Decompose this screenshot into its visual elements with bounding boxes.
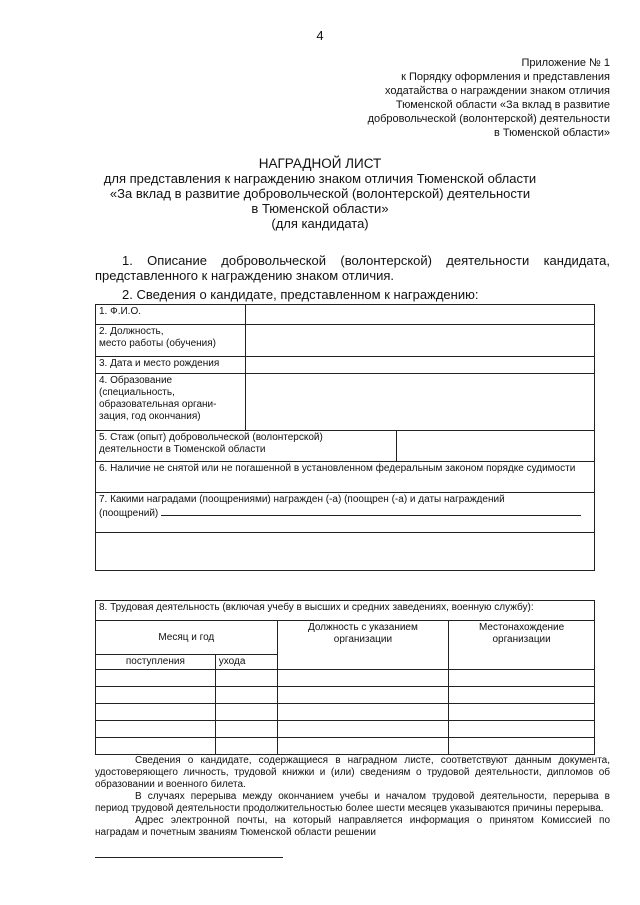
awards-underline [161,506,581,516]
col-position-line: Должность с указанием [307,622,418,633]
cell[interactable] [449,738,595,755]
cell[interactable] [277,721,449,738]
cell[interactable] [449,670,595,687]
col-location-line: организации [492,634,551,645]
awards-row[interactable] [96,493,595,533]
cell[interactable] [96,721,216,738]
col-start: поступления [96,655,216,670]
col-position-line: организации [333,634,393,645]
education-field[interactable] [245,374,594,431]
col-month-year: Месяц и год [96,621,278,655]
education-label [96,374,246,431]
col-location-line: Местонахождение [478,622,565,633]
appendix-line: добровольческой (волонтерской) деятельности [367,113,610,125]
appendix-line: к Порядку оформления и представления [401,71,610,83]
experience-label [96,431,397,462]
cell[interactable] [277,670,449,687]
title-line: в Тюменской области» [251,201,389,216]
table-row [96,721,595,738]
position-label-line: 2. Должность, [99,326,164,337]
cell[interactable] [96,687,216,704]
note-paragraph: Сведения о кандидате, содержащиеся в наградном листе, соответствуют данным документа, удостоверяющего личность, трудовой книжки и (или) сведениям о трудовой деятельности, дипломов об образовании и военного билета. [95,755,610,790]
cell[interactable] [449,704,595,721]
birth-label: 3. Дата и место рождения [96,357,246,374]
cell[interactable] [215,687,277,704]
fio-label: 1. Ф.И.О. [96,305,246,325]
cell[interactable] [96,704,216,721]
table-row [96,687,595,704]
cell[interactable] [277,704,449,721]
cell[interactable] [449,687,595,704]
note-paragraph: В случаях перерыва между окончанием учебы и началом трудовой деятельности, перерыва в период трудовой деятельности продолжительностью более шести месяцев указываются причины перерыва. [95,791,610,814]
title-main: НАГРАДНОЙ ЛИСТ [258,156,382,171]
note-paragraph: Адрес электронной почты, на который направляется информация о принятом Комиссией по наградам и почетным званиям Тюменской области решении [95,815,610,838]
work-history-table [95,600,595,755]
cell[interactable] [277,738,449,755]
position-field[interactable] [245,325,594,357]
section-1: 1. Описание добровольческой (волонтерской) деятельности кандидата, представленного к награждению знаком отличия. [95,253,610,283]
education-label-line: образовательная органи- [99,399,217,410]
work-title: 8. Трудовая деятельность (включая учебу в высших и средних заведениях, военную службу): [96,601,595,621]
appendix-line: в Тюменской области» [493,127,610,139]
position-label-line: место работы (обучения) [99,338,217,349]
experience-label-line: 5. Стаж (опыт) добровольческой (волонтерской) [99,432,323,443]
table-row [96,670,595,687]
col-end: ухода [215,655,277,670]
email-underline[interactable] [95,857,283,858]
title-line: для представления к награждению знаком отличия Тюменской области [103,171,537,186]
awards-label-cont: (поощрений) [99,508,159,519]
fio-field[interactable] [245,305,594,325]
awards-label: 7. Какими наградами (поощрениями) награжден (-а) (поощрен (-а) и даты награждений [99,494,505,505]
notes [95,755,610,839]
candidate-form-table [95,304,595,571]
cell[interactable] [215,721,277,738]
col-position [277,621,449,670]
document-title [0,156,640,231]
cell[interactable] [215,738,277,755]
position-label [96,325,246,357]
table-row [96,738,595,755]
education-label-line: (специальность, [99,387,175,398]
education-label-line: 4. Образование [99,375,173,386]
cell[interactable] [215,670,277,687]
experience-field[interactable] [397,431,595,462]
awards-extra-row[interactable] [96,533,595,571]
cell[interactable] [96,738,216,755]
appendix-line: Приложение № 1 [521,57,610,69]
cell[interactable] [96,670,216,687]
cell[interactable] [277,687,449,704]
appendix-line: Тюменской области «За вклад в развитие [395,99,610,111]
page-number: 4 [316,28,324,43]
title-line: «За вклад в развитие добровольческой (волонтерской) деятельности [109,186,531,201]
criminal-record-row[interactable]: 6. Наличие не снятой или не погашенной в установленном федеральным законом порядке судимости [96,462,595,493]
education-label-line: зация, год окончания) [99,411,201,422]
cell[interactable] [215,704,277,721]
experience-label-line: деятельности в Тюменской области [99,444,266,455]
birth-field[interactable] [245,357,594,374]
appendix-line: ходатайства о награждении знаком отличия [384,85,610,97]
section-2: 2. Сведения о кандидате, представленном к награждению: [122,287,479,302]
title-line: (для кандидата) [271,216,369,231]
table-row [96,704,595,721]
col-location [449,621,595,670]
appendix-note [280,56,610,140]
cell[interactable] [449,721,595,738]
